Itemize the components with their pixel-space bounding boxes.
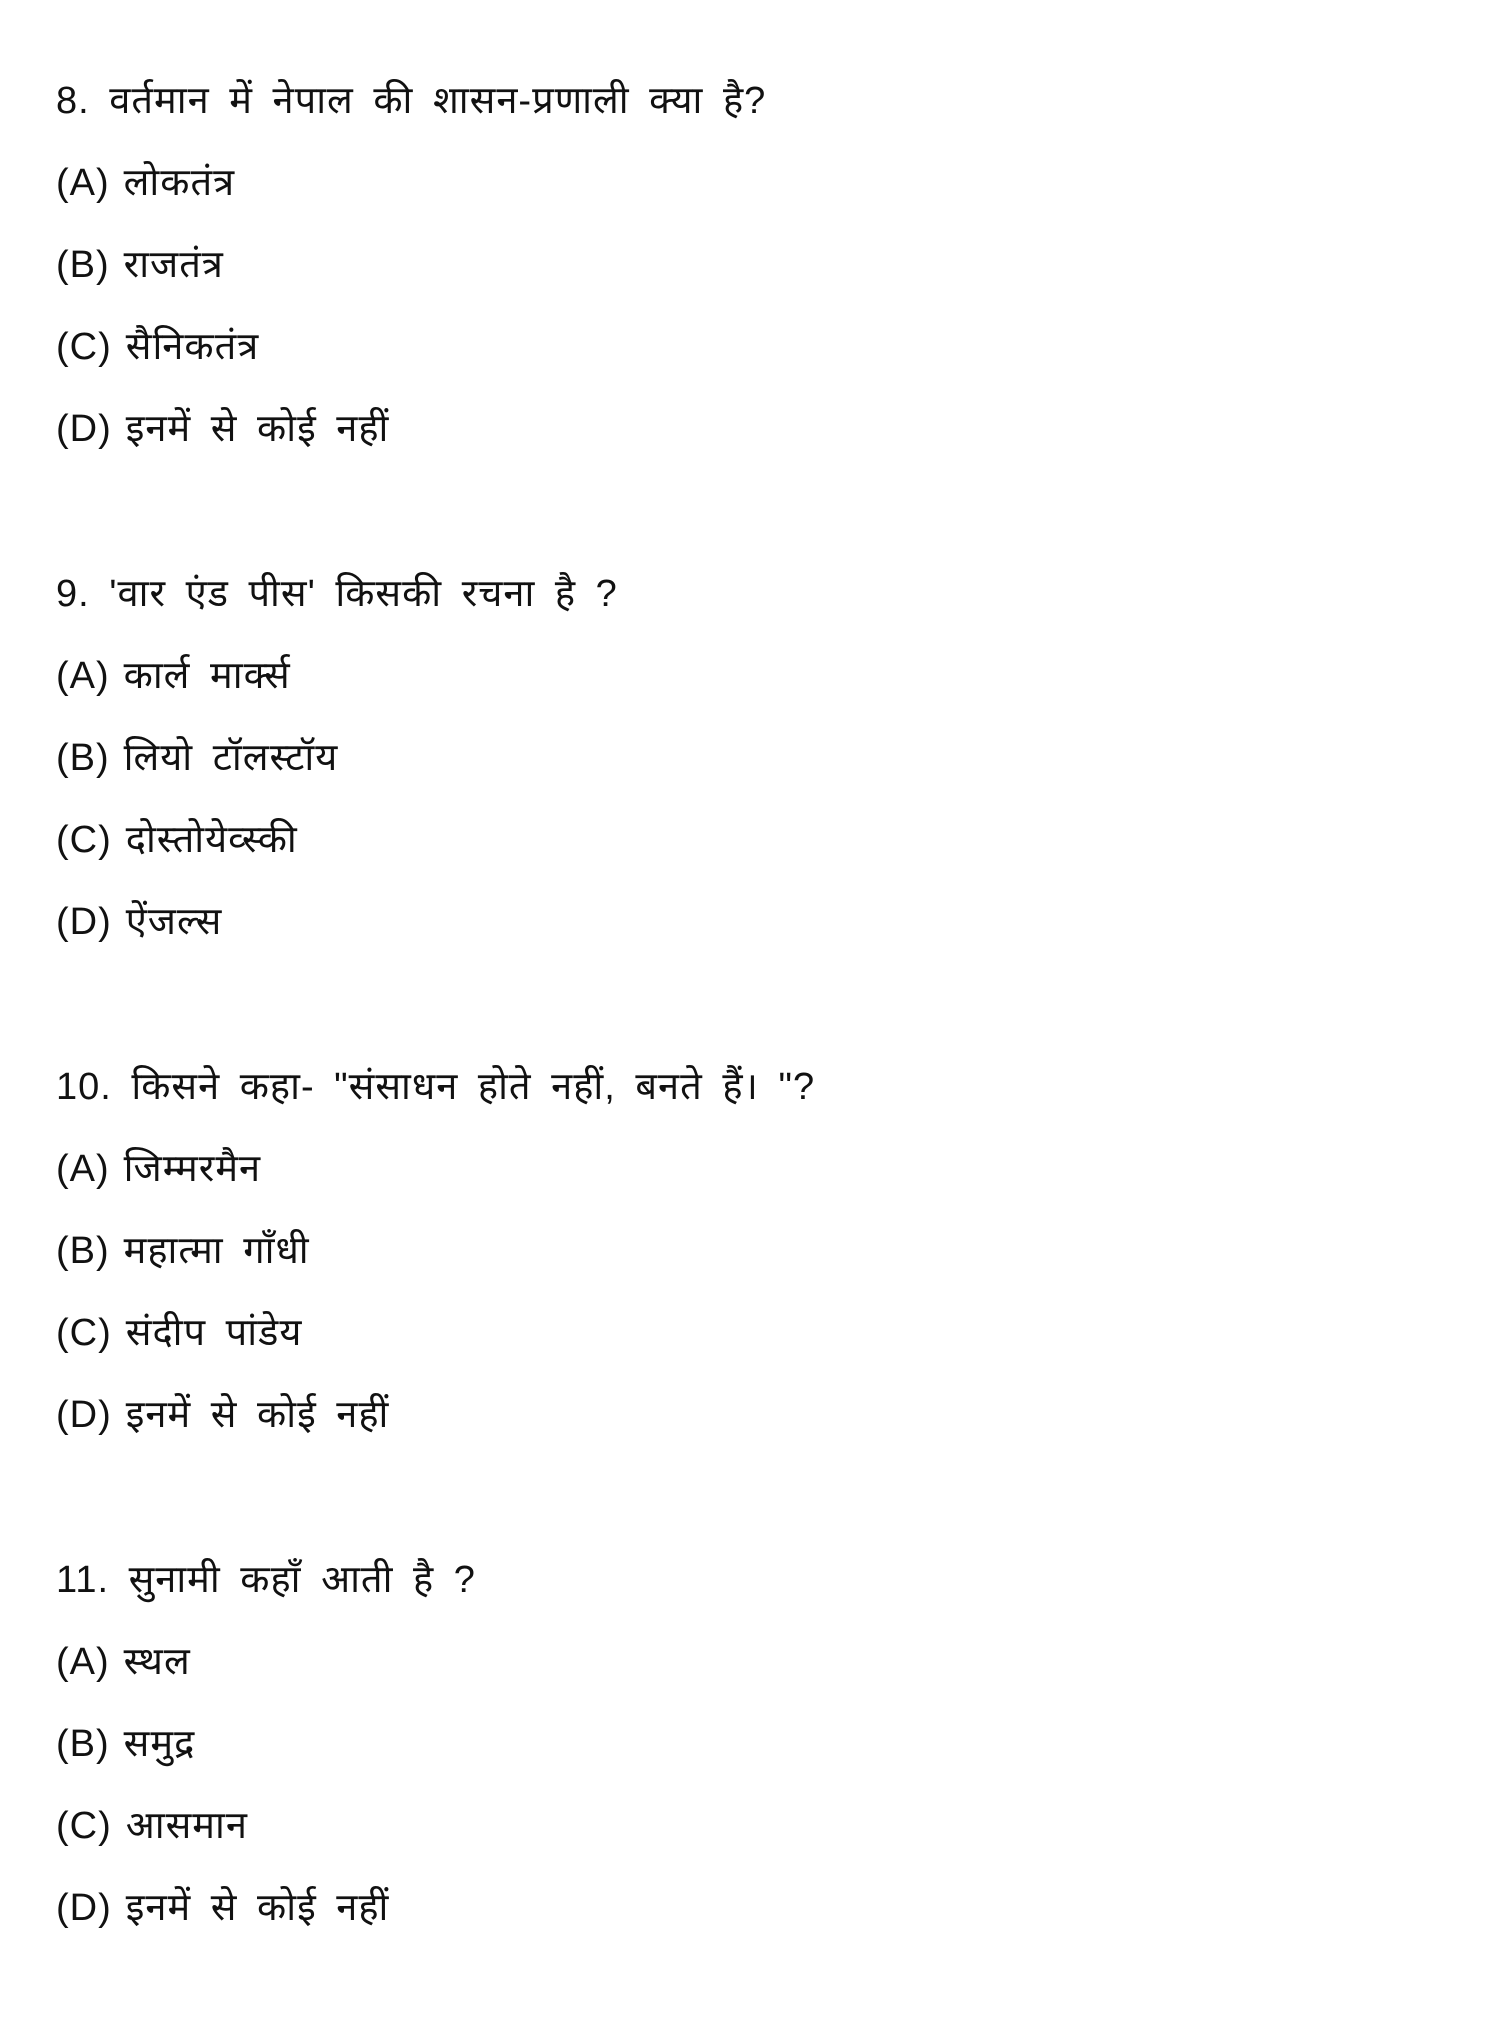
answer-option	[56, 635, 1456, 717]
option-text: स्थल	[123, 1641, 191, 1683]
question-text: 10. किसने कहा- "संसाधन होते नहीं, बनते हैं। "?	[56, 1066, 816, 1108]
question-text: 11. सुनामी कहाँ आती है ?	[56, 1559, 476, 1601]
option-label: (A)	[56, 162, 110, 204]
option-text: दोस्तोयेव्स्की	[125, 819, 298, 861]
question-block	[56, 553, 1456, 963]
option-label: (D)	[56, 901, 112, 943]
option-label: (B)	[56, 1723, 110, 1765]
option-label: (A)	[56, 655, 110, 697]
question-block	[56, 1046, 1456, 1456]
option-label: (A)	[56, 1148, 110, 1190]
answer-option	[56, 1374, 1456, 1456]
answer-option	[56, 224, 1456, 306]
answer-option	[56, 388, 1456, 470]
option-text: लियो टॉलस्टॉय	[123, 737, 339, 779]
option-label: (B)	[56, 244, 110, 286]
option-text: समुद्र	[123, 1723, 196, 1765]
option-text: सैनिकतंत्र	[125, 326, 260, 368]
option-text: संदीप पांडेय	[125, 1312, 303, 1354]
answer-option	[56, 1621, 1456, 1703]
answer-option	[56, 881, 1456, 963]
answer-option	[56, 1867, 1456, 1949]
answer-option	[56, 717, 1456, 799]
option-text: महात्मा गाँधी	[123, 1230, 310, 1272]
option-label: (C)	[56, 1312, 112, 1354]
option-label: (B)	[56, 737, 110, 779]
option-label: (D)	[56, 1887, 112, 1929]
question-text: 9. 'वार एंड पीस' किसकी रचना है ?	[56, 573, 618, 615]
question-block	[56, 1539, 1456, 1949]
option-label: (C)	[56, 326, 112, 368]
answer-option	[56, 1292, 1456, 1374]
answer-option	[56, 1785, 1456, 1867]
answer-option	[56, 1210, 1456, 1292]
option-text: जिम्मरमैन	[123, 1148, 262, 1190]
option-text: आसमान	[125, 1805, 248, 1847]
option-label: (C)	[56, 819, 112, 861]
option-text: ऐंजल्स	[125, 901, 223, 943]
option-label: (D)	[56, 1394, 112, 1436]
option-text: कार्ल मार्क्स	[123, 655, 291, 697]
option-text: इनमें से कोई नहीं	[125, 1394, 390, 1436]
answer-option	[56, 1703, 1456, 1785]
option-text: राजतंत्र	[123, 244, 224, 286]
option-text: इनमें से कोई नहीं	[125, 1887, 390, 1929]
option-label: (A)	[56, 1641, 110, 1683]
question-block	[56, 60, 1456, 470]
answer-option	[56, 799, 1456, 881]
option-text: लोकतंत्र	[123, 162, 236, 204]
answer-option	[56, 1128, 1456, 1210]
option-text: इनमें से कोई नहीं	[125, 408, 390, 450]
question-text: 8. वर्तमान में नेपाल की शासन-प्रणाली क्या है?	[56, 80, 767, 122]
answer-option	[56, 306, 1456, 388]
option-label: (B)	[56, 1230, 110, 1272]
answer-option	[56, 142, 1456, 224]
option-label: (C)	[56, 1805, 112, 1847]
option-label: (D)	[56, 408, 112, 450]
